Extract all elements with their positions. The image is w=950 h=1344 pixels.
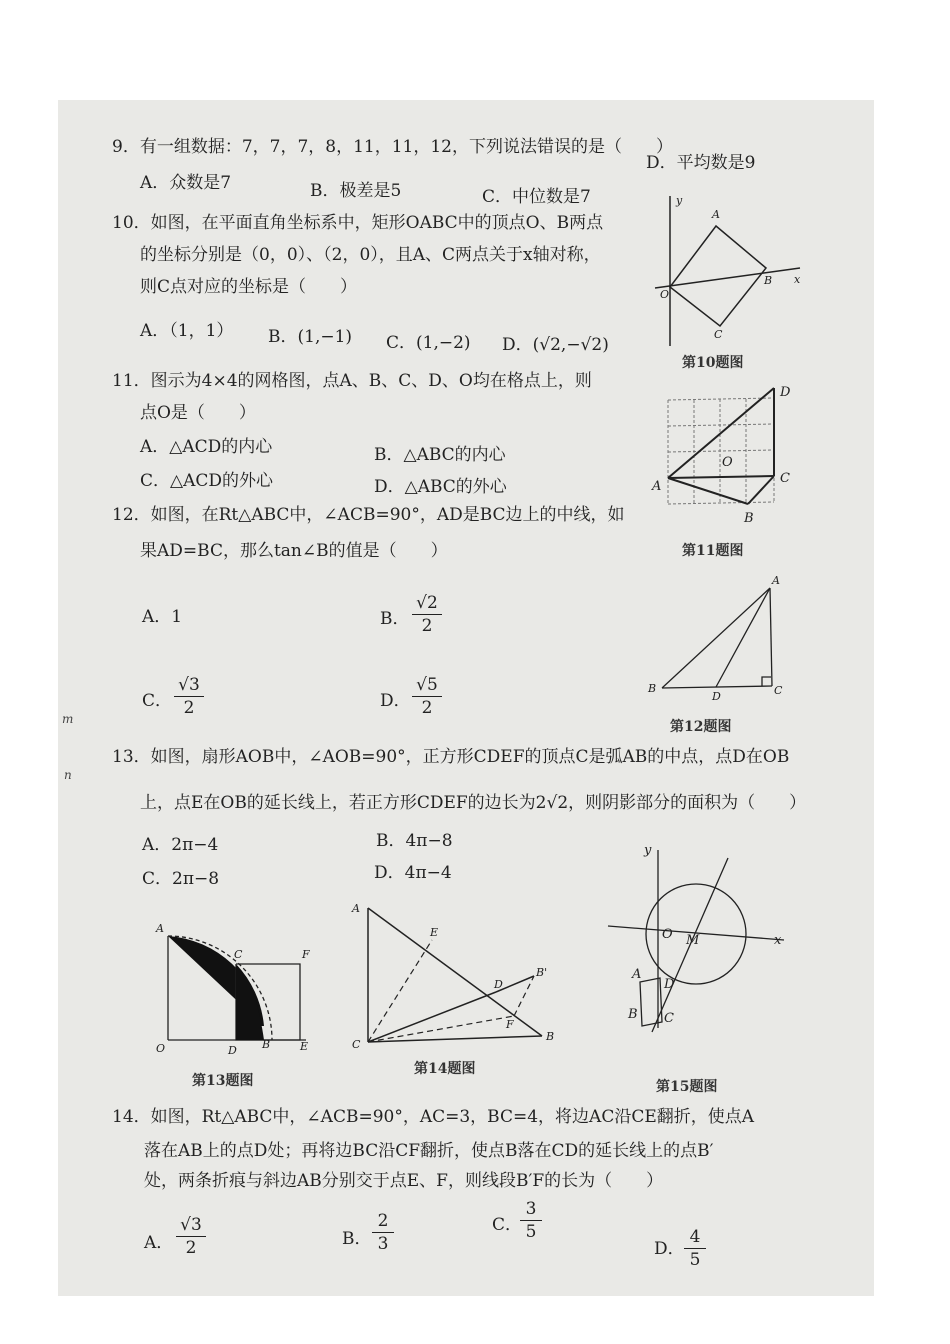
q9-option-d: D．平均数是9 [646, 153, 756, 173]
q11-stem-line: 11．图示为4×4的网格图，点A、B、C、D、O均在格点上，则 [112, 371, 592, 391]
q12-option-a: A．1 [142, 607, 183, 627]
q15-fig-caption: 第15题图 [656, 1079, 718, 1095]
q13-caption: 第13题图 [192, 1073, 254, 1089]
q11-figure [648, 380, 808, 530]
q12-stem-line: 果AD=BC，那么tan∠B的值是（ ） [140, 541, 448, 561]
margin-mark: m [62, 712, 74, 726]
q12-figure [640, 572, 800, 708]
q11-label-a: A [652, 479, 662, 494]
margin-mark: n [64, 768, 72, 782]
q10-label-o: O [660, 288, 670, 301]
q14-option-a-fraction [176, 1214, 206, 1259]
q14-option-d-numerator: 4 [684, 1226, 706, 1249]
q14-stem-line: 处，两条折痕与斜边AB分别交于点E、F，则线段B′F的长为（ ） [144, 1171, 664, 1191]
q13-option-b: B．4π−8 [376, 831, 453, 851]
q14-option-c-denominator: 5 [525, 1222, 537, 1242]
q12-option-b-label: B． [380, 609, 410, 629]
q11-option-a: A．△ACD的内心 [140, 437, 273, 457]
q12-option-d-fraction [412, 674, 442, 719]
q14-option-d-label: D． [654, 1239, 685, 1259]
q14-figure [346, 896, 566, 1056]
q12-option-c-denominator: 2 [183, 698, 195, 718]
q15-figure [600, 838, 800, 1038]
q14-stem-line: 14．如图，Rt△ABC中，∠ACB=90°，AC=3，BC=4，将边AC沿CE翻折，使点A [112, 1107, 755, 1127]
q14-label-b-prime: B' [536, 966, 548, 979]
q10-option-b: B．(1,−1) [268, 327, 353, 347]
q13-option-c: C．2π−8 [142, 869, 220, 889]
q14-label-f: F [506, 1018, 514, 1031]
q14-option-a-label: A． [144, 1233, 174, 1253]
q15-label-y: y [644, 843, 652, 858]
q14-option-d-fraction [684, 1226, 706, 1271]
q12-label-b: B [648, 682, 657, 695]
q10-label-c: C [714, 328, 723, 341]
q13-stem-line: 上，点E在OB的延长线上，若正方形CDEF的边长为2√2，则阴影部分的面积为（ ） [140, 793, 807, 813]
q12-label-c: C [774, 684, 783, 697]
q15-label-c: C [664, 1011, 674, 1026]
q10-label-b: B [764, 274, 773, 287]
q15-label-o: O [662, 927, 673, 942]
q14-stem-line: 落在AB上的点D处；再将边BC沿CF翻折，使点B落在CD的延长线上的点B′ [144, 1141, 714, 1161]
q13-label-f: F [302, 948, 310, 961]
q14-fig-caption: 第14题图 [414, 1061, 476, 1077]
q14-option-b-label: B． [342, 1229, 372, 1249]
q14-option-c-numerator: 3 [520, 1198, 542, 1221]
q15-label-a: A [632, 967, 642, 982]
q12-option-c-label: C． [142, 691, 173, 711]
q13-label-c: C [234, 948, 243, 961]
q15-label-x: x [774, 933, 782, 948]
q10-stem-line: 则C点对应的坐标是（ ） [140, 277, 358, 297]
q14-label-b: B [546, 1030, 555, 1043]
q12-option-c-numerator: √3 [174, 674, 204, 697]
q12-option-c-fraction [174, 674, 204, 719]
q14-option-b-denominator: 3 [377, 1234, 389, 1254]
q13-stem-line: 13．如图，扇形AOB中，∠AOB=90°，正方形CDEF的顶点C是弧AB的中点，点D在OB [112, 747, 790, 767]
q10-option-c: C．(1,−2) [386, 333, 471, 353]
q14-label-a: A [352, 902, 360, 915]
q13-label-e: E [300, 1040, 309, 1053]
q13-option-d: D．4π−4 [374, 863, 452, 883]
q14-option-d-denominator: 5 [689, 1250, 701, 1270]
q10-figure [650, 186, 810, 356]
q15-label-b: B [628, 1007, 638, 1022]
q12-option-b-denominator: 2 [421, 616, 433, 636]
q15-label-m: M [686, 933, 700, 948]
q10-stem-line: 的坐标分别是（0，0）、（2，0），且A、C两点关于x轴对称， [140, 245, 601, 265]
q11-stem-line: 点O是（ ） [140, 403, 256, 423]
q10-label-y: y [676, 194, 683, 207]
q10-option-a: A．（1，1） [140, 321, 234, 341]
q12-option-d-denominator: 2 [421, 698, 433, 718]
q12-option-d-label: D． [380, 691, 411, 711]
q15-label-d: D [664, 977, 675, 992]
q13-label-b: B [262, 1038, 271, 1051]
q14-option-a-numerator: √3 [176, 1214, 206, 1237]
q13-option-a: A．2π−4 [142, 835, 219, 855]
q9-option-b: B．极差是5 [310, 181, 402, 201]
q12-caption: 第12题图 [670, 719, 732, 735]
q12-label-a: A [772, 574, 780, 587]
q11-label-c: C [780, 471, 790, 486]
q14-label-c: C [352, 1038, 361, 1051]
q10-stem-line: 10．如图，在平面直角坐标系中，矩形OABC中的顶点O、B两点 [112, 213, 604, 233]
q14-option-a-denominator: 2 [185, 1238, 197, 1258]
q10-caption: 第10题图 [682, 355, 744, 371]
q12-stem-line: 12．如图，在Rt△ABC中，∠ACB=90°，AD是BC边上的中线，如 [112, 505, 625, 525]
q14-label-e: E [430, 926, 439, 939]
q10-option-d: D．(√2,−√2) [502, 335, 609, 355]
q13-label-d: D [228, 1044, 237, 1057]
q9-option-c: C．中位数是7 [482, 187, 591, 207]
q11-label-b: B [744, 511, 754, 526]
q11-caption: 第11题图 [682, 543, 744, 559]
q14-option-c-fraction [520, 1198, 542, 1243]
q11-option-b: B．△ABC的内心 [374, 445, 506, 465]
q14-label-d: D [494, 978, 503, 991]
q13-label-o: O [156, 1042, 166, 1055]
q9-option-a: A．众数是7 [140, 173, 232, 193]
q13-figure [148, 916, 328, 1066]
q12-option-b-fraction [412, 592, 442, 637]
q11-label-d: D [780, 385, 791, 400]
q12-option-d-numerator: √5 [412, 674, 442, 697]
q11-option-c: C．△ACD的外心 [140, 471, 273, 491]
q10-label-x: x [794, 273, 801, 286]
q10-label-a: A [712, 208, 720, 221]
q14-option-c-label: C． [492, 1215, 523, 1235]
q11-label-o: O [722, 455, 733, 470]
q12-label-d: D [712, 690, 721, 703]
q13-label-a: A [156, 922, 164, 935]
q12-option-b-numerator: √2 [412, 592, 442, 615]
q14-option-b-numerator: 2 [372, 1210, 394, 1233]
q9-stem: 9．有一组数据：7，7，7，8，11，11，12，下列说法错误的是（ ） [112, 137, 673, 157]
q14-option-b-fraction [372, 1210, 394, 1255]
q11-option-d: D．△ABC的外心 [374, 477, 507, 497]
